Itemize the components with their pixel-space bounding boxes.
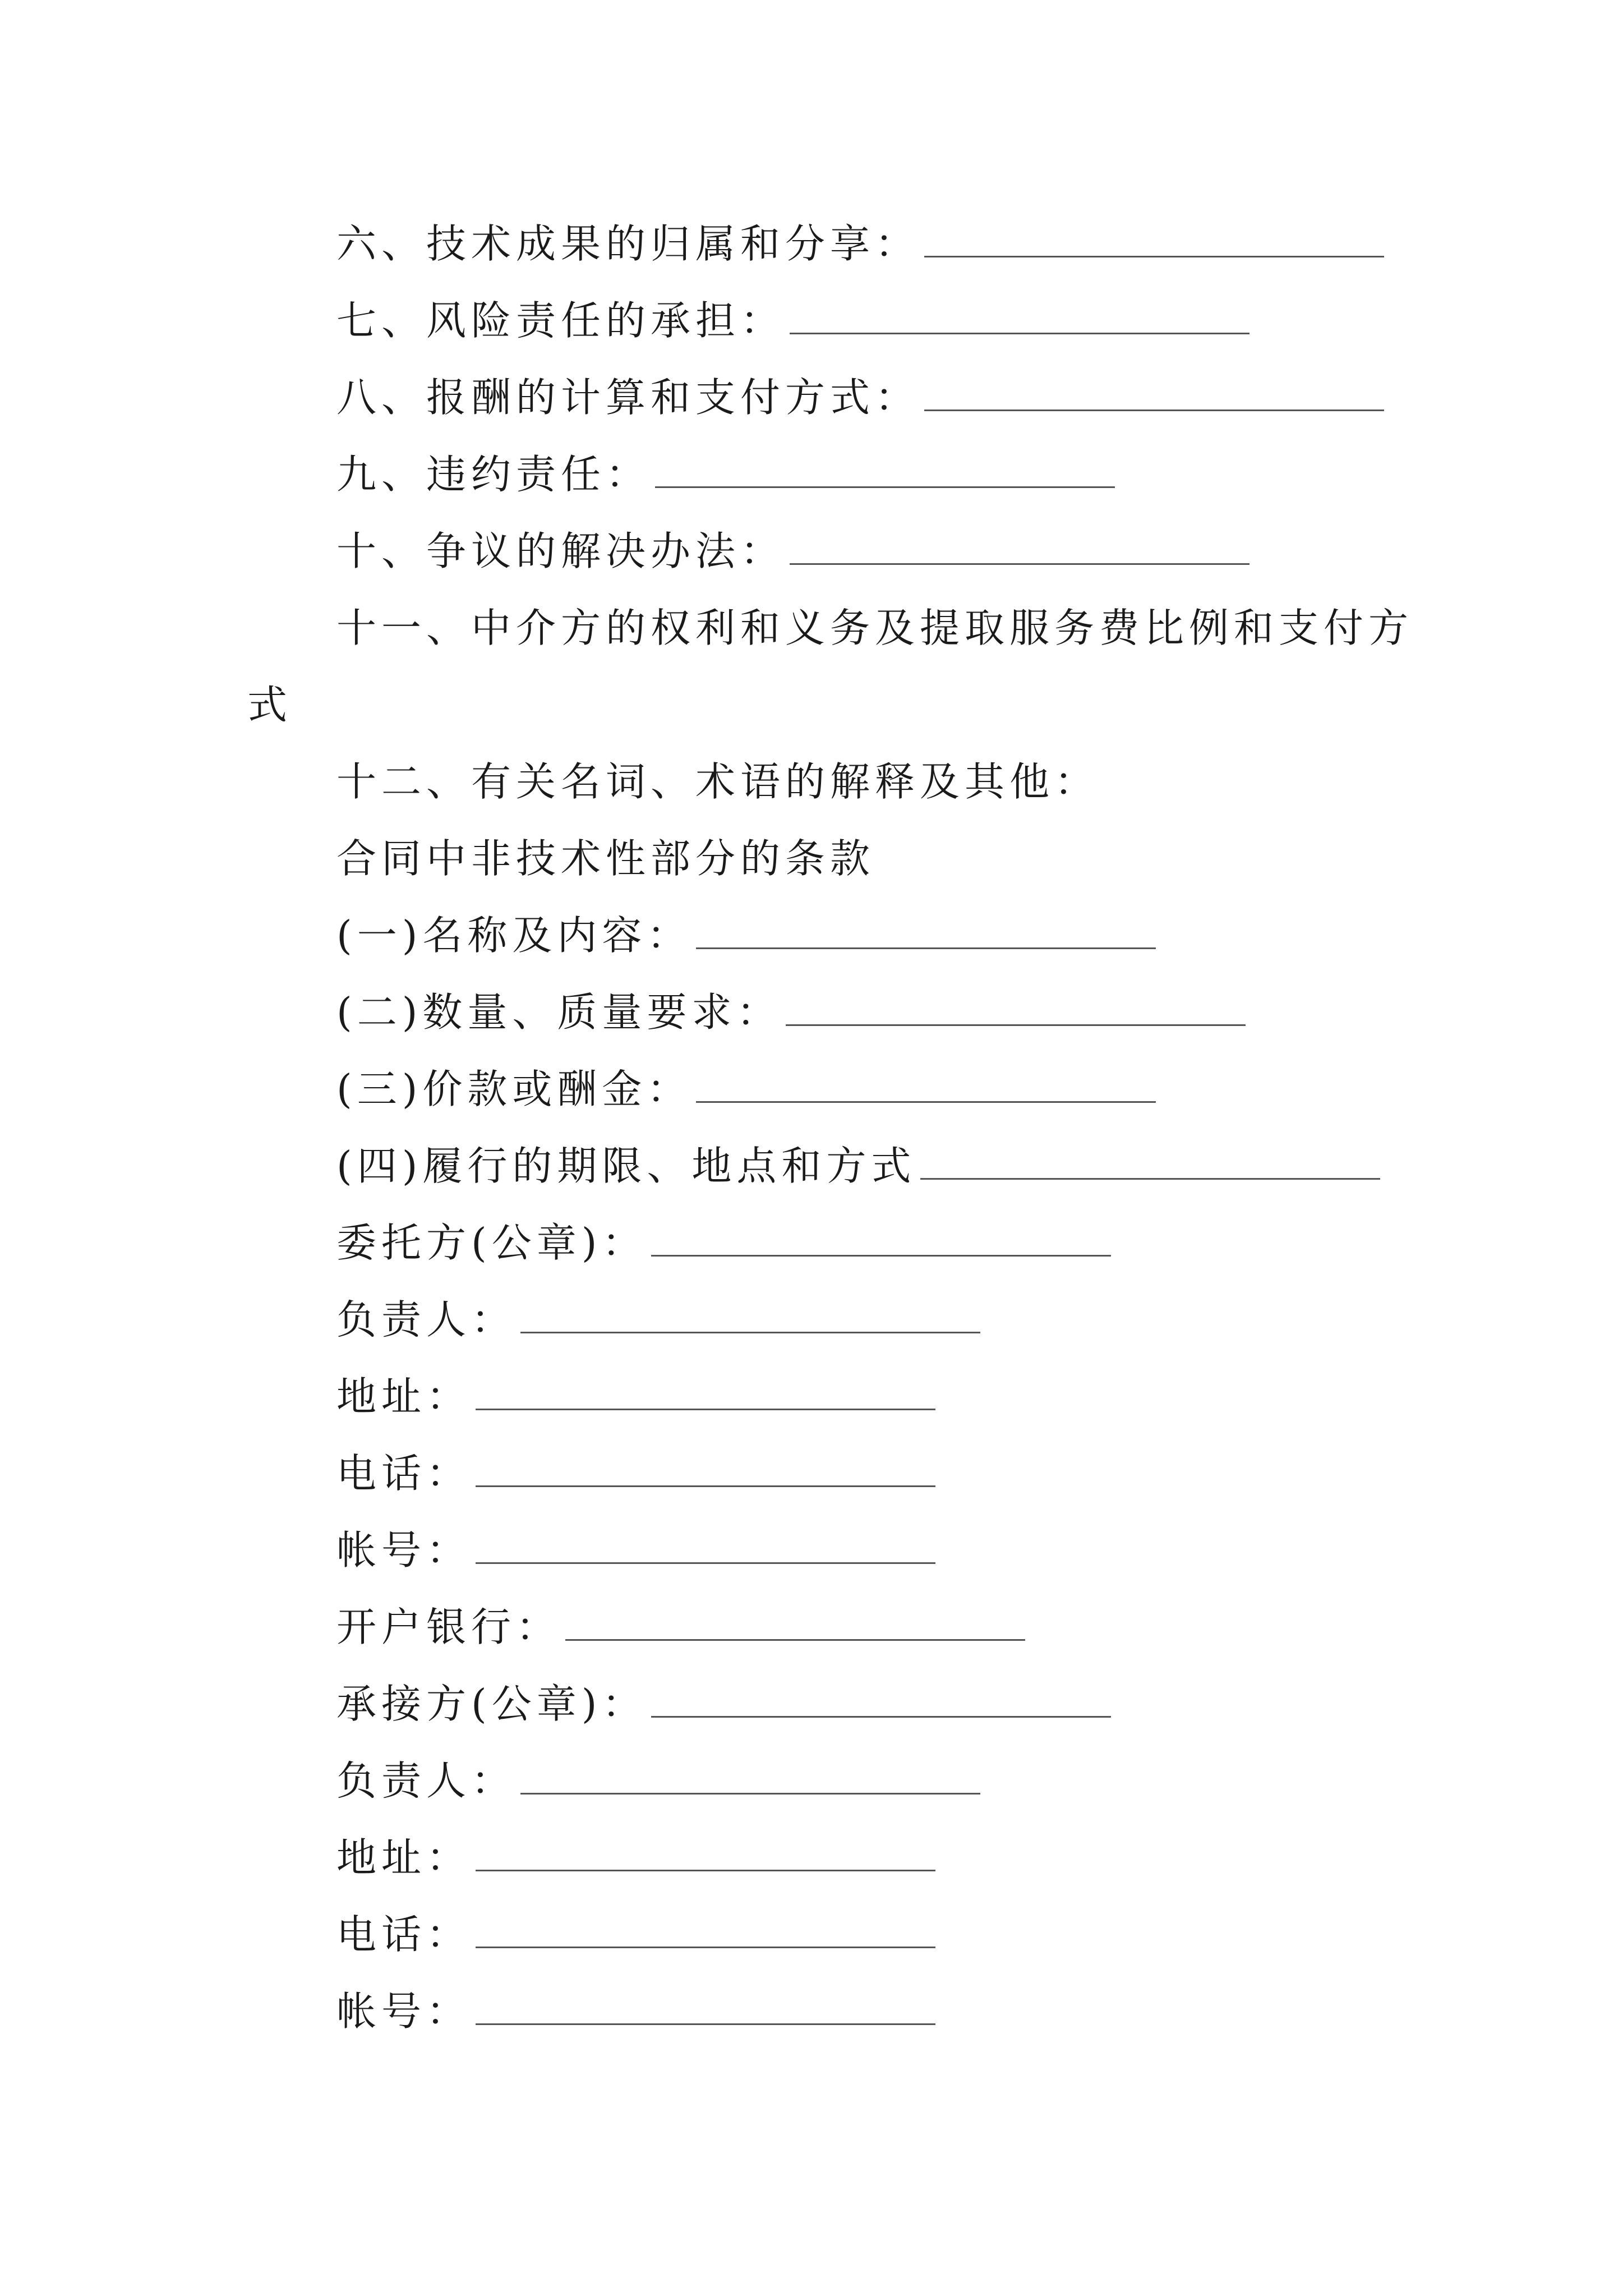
clause-10-blank[interactable]	[790, 530, 1249, 565]
contractor-seal-blank[interactable]	[651, 1682, 1111, 1718]
clause-9	[336, 447, 1115, 503]
contractor-representative	[336, 1753, 980, 1809]
clause-10-label: 十、争议的解决办法：	[336, 528, 786, 574]
item-name-content	[336, 908, 1156, 964]
client-seal-label: 委托方(公章)：	[336, 1220, 647, 1266]
item-performance	[336, 1138, 1380, 1194]
client-account-label: 帐号：	[336, 1527, 472, 1573]
contractor-address	[336, 1830, 935, 1886]
client-representative-label: 负责人：	[336, 1296, 517, 1343]
clause-11	[336, 600, 1413, 656]
client-bank-blank[interactable]	[565, 1605, 1025, 1641]
contractor-phone	[336, 1907, 935, 1963]
clause-6-blank[interactable]	[924, 222, 1384, 257]
clause-12	[336, 754, 1099, 810]
clause-7-label: 七、风险责任的承担：	[336, 297, 786, 344]
item-quantity-quality	[336, 984, 1246, 1041]
client-phone	[336, 1446, 935, 1502]
clause-7	[336, 293, 1249, 349]
non-technical-heading	[336, 831, 875, 887]
item-quantity-quality-blank[interactable]	[786, 991, 1246, 1026]
clause-8	[336, 370, 1384, 426]
clause-12-label: 十二、有关名词、术语的解释及其他：	[336, 758, 1100, 805]
client-seal	[336, 1215, 1111, 1271]
clause-11-continued-label: 式	[247, 682, 293, 728]
client-representative-blank[interactable]	[520, 1298, 980, 1333]
contractor-phone-label: 电话：	[336, 1911, 472, 1958]
contractor-phone-blank[interactable]	[476, 1913, 935, 1948]
non-technical-heading-label: 合同中非技术性部分的条款	[336, 835, 875, 882]
clause-8-blank[interactable]	[924, 376, 1384, 411]
clause-7-blank[interactable]	[790, 299, 1249, 334]
contractor-account-blank[interactable]	[476, 1990, 935, 2025]
client-phone-label: 电话：	[336, 1450, 472, 1497]
item-price	[336, 1061, 1156, 1117]
client-account	[336, 1522, 935, 1579]
item-quantity-quality-label: (二)数量、质量要求：	[336, 989, 782, 1036]
clause-8-label: 八、报酬的计算和支付方式：	[336, 374, 920, 421]
clause-11-label: 十一、中介方的权利和义务及提取服务费比例和支付方	[336, 605, 1414, 651]
client-address-label: 地址：	[336, 1373, 472, 1420]
client-representative	[336, 1292, 980, 1348]
contractor-seal-label: 承接方(公章)：	[336, 1681, 647, 1727]
client-address	[336, 1369, 935, 1425]
contractor-address-blank[interactable]	[476, 1836, 935, 1871]
item-name-content-blank[interactable]	[696, 914, 1156, 949]
clause-6-label: 六、技术成果的归属和分享：	[336, 220, 920, 267]
client-phone-blank[interactable]	[476, 1452, 935, 1487]
client-bank-label: 开户银行：	[336, 1604, 561, 1650]
item-price-blank[interactable]	[696, 1068, 1156, 1103]
clause-11-continued	[247, 677, 292, 733]
contractor-representative-label: 负责人：	[336, 1757, 517, 1804]
contractor-seal	[336, 1676, 1111, 1732]
clause-6	[336, 216, 1384, 272]
contractor-account	[336, 1984, 935, 2040]
clause-10	[336, 523, 1249, 579]
client-account-blank[interactable]	[476, 1529, 935, 1564]
contractor-address-label: 地址：	[336, 1834, 472, 1881]
client-address-blank[interactable]	[476, 1375, 935, 1410]
item-performance-label: (四)履行的期限、地点和方式	[336, 1143, 916, 1189]
contractor-representative-blank[interactable]	[520, 1759, 980, 1795]
item-name-content-label: (一)名称及内容：	[336, 912, 692, 959]
item-price-label: (三)价款或酬金：	[336, 1066, 692, 1112]
client-bank	[336, 1599, 1025, 1655]
client-seal-blank[interactable]	[651, 1221, 1111, 1257]
clause-9-label: 九、违约责任：	[336, 451, 651, 498]
item-performance-blank[interactable]	[920, 1144, 1380, 1180]
contractor-account-label: 帐号：	[336, 1988, 472, 2035]
clause-9-blank[interactable]	[655, 453, 1115, 488]
